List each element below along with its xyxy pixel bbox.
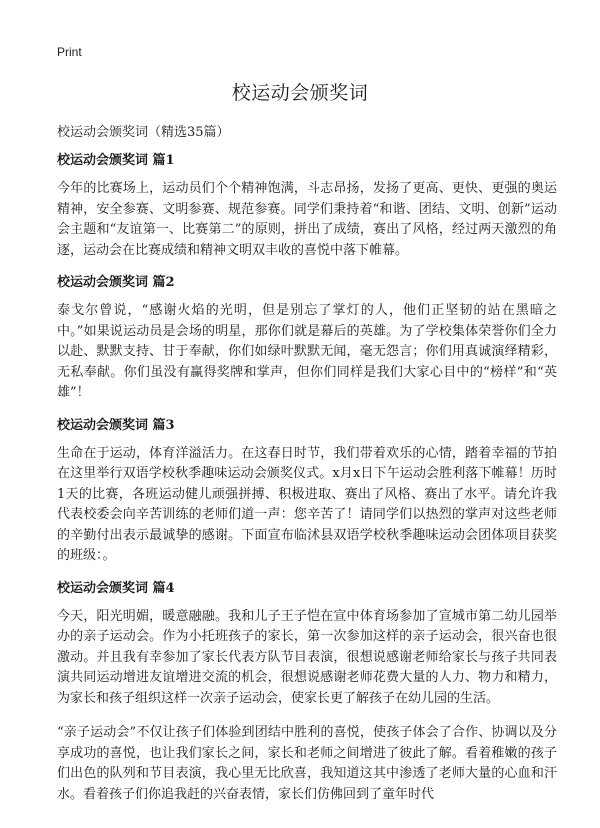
section-4 xyxy=(57,581,557,806)
page-title: 校运动会颁奖词 xyxy=(231,82,369,104)
paragraph: 生命在于运动，体育洋溢活力。在这春日时节，我们带着欢乐的心情，踏着幸福的节拍在这里举行双语学校秋季趣味运动会颁奖仪式。x月x日下午运动会胜利落下帷幕！历时1天的比赛，各班运动健儿顽强拼搏、积极进取、赛出了风格、赛出了水平。请允许我代表校委会向辛苦训练的老师们道一声：您辛苦了！请同学们以热烈的掌声对这些老师的辛勤付出表示最诚挚的感谢。下面宣布临沭县双语学校秋季趣味运动会团体项目获奖的班级：。 xyxy=(57,445,557,563)
print-link[interactable]: Print xyxy=(57,45,82,59)
document-body xyxy=(57,145,557,819)
paragraph: 泰戈尔曾说，“感谢火焰的光明，但是别忘了掌灯的人，他们正坚韧的站在黑暗之中。”如果说运动员是会场的明星，那你们就是幕后的英雄。为了学校集体荣誉你们全力以赴、默默支持、甘于奉献，你们如绿叶默默无闻，毫无怨言；你们用真诚演绎精彩，无私奉献。你们虽没有赢得奖牌和掌声，但你们同样是我们大家心目中的“榜样”和“英雄”！ xyxy=(57,303,557,400)
document-subtitle: 校运动会颁奖词（精选35篇） xyxy=(57,125,230,140)
section-heading: 校运动会颁奖词 篇4 xyxy=(57,580,175,596)
section-heading: 校运动会颁奖词 篇3 xyxy=(57,417,175,433)
section-2 xyxy=(57,275,557,404)
paragraph: 今天，阳光明媚，暖意融融。我和儿子王子恺在宣中体育场参加了宣城市第二幼儿园举办的亲子运动会。作为小托班孩子的家长，第一次参加这样的亲子运动会，很兴奋也很激动。并且我有幸参加了家长代表方队节目表演，很想说感谢老师给家长与孩子共同表演共同运动增进友谊增进交流的机会，很想说感谢老师花费大量的人力、物力和精力，为家长和孩子组织这样一次亲子运动会，使家长更了解孩子在幼儿园的生活。 xyxy=(57,608,557,706)
paragraph: “亲子运动会”不仅让孩子们体验到团结中胜利的喜悦，使孩子体会了合作、协调以及分享成功的喜悦，也让我们家长之间，家长和老师之间增进了彼此了解。看着稚嫩的孩子们出色的队列和节目表演，我心里无比欣喜，我知道这其中渗透了老师大量的心血和汗水。看着孩子们你追我赶的兴奋表情，家长们仿佛回到了童年时代 xyxy=(57,725,557,802)
section-3 xyxy=(57,418,557,567)
section-heading: 校运动会颁奖词 篇1 xyxy=(57,153,175,168)
paragraph: 今年的比赛场上，运动员们个个精神饱满，斗志昂扬，发扬了更高、更快、更强的奥运精神，安全参赛、文明参赛、规范参赛。同学们秉持着“和谐、团结、文明、创新”运动会主题和“友谊第一、比赛第二”的原则，拼出了成绩，赛出了风格，经过两天激烈的角逐，运动会在比赛成绩和精神文明双丰收的喜悦中落下帷幕。 xyxy=(57,181,557,258)
section-heading: 校运动会颁奖词 篇2 xyxy=(57,275,175,290)
section-1 xyxy=(57,153,557,261)
